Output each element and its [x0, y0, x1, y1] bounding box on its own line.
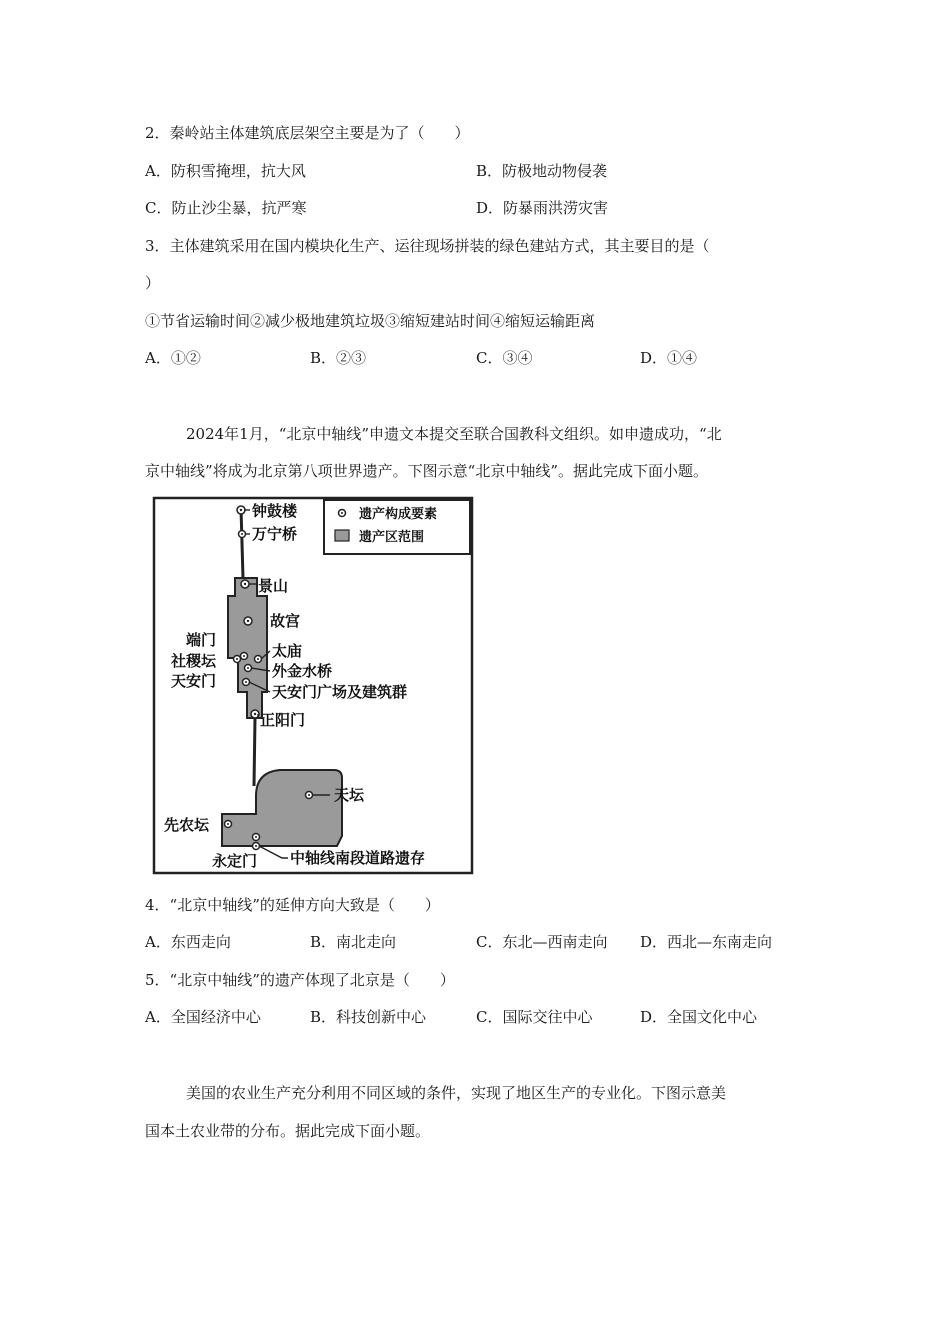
q3-statements: ①节省运输时间②减少极地建筑垃圾③缩短建站时间④缩短运输距离: [145, 312, 596, 330]
label-tiananmen: 天安门: [171, 672, 217, 690]
q2-option-c: C．防止沙尘暴，抗严寒: [145, 199, 307, 217]
label-jingshan: 景山: [258, 577, 289, 595]
q4-stem: 4．“北京中轴线”的延伸方向大致是（ ）: [145, 896, 440, 914]
q2-stem: 2．秦岭站主体建筑底层架空主要是为了（ ）: [145, 124, 470, 142]
label-taimiao: 太庙: [272, 642, 303, 660]
label-gugong: 故宫: [270, 612, 301, 630]
label-shejitan: 社稷坛: [171, 652, 217, 670]
label-xiannongtan: 先农坛: [164, 816, 210, 834]
axis-south-line: [254, 718, 255, 786]
label-zhonggulou: 钟鼓楼: [252, 502, 298, 520]
legend-point-label: 遗产构成要素: [359, 507, 438, 522]
q4-option-b: B．南北走向: [310, 933, 397, 951]
q2-option-b: B．防极地动物侵袭: [476, 162, 608, 180]
legend-area-label: 遗产区范围: [359, 530, 425, 545]
q3-stem-line2: ）: [145, 274, 161, 292]
q2-option-a: A．防积雪掩埋，抗大风: [145, 162, 306, 180]
axis-north-line: [241, 508, 243, 578]
label-tiantan: 天坛: [334, 786, 365, 804]
q5-option-b: B．科技创新中心: [310, 1008, 427, 1026]
q3-option-d: D．①④: [640, 349, 698, 367]
legend-area-icon: [335, 530, 349, 541]
beijing-axis-map: [152, 496, 474, 876]
label-waijinshuiqiao: 外金水桥: [272, 662, 333, 680]
label-yongdingmen: 永定门: [212, 852, 258, 870]
q2-option-d: D．防暴雨洪涝灾害: [476, 199, 609, 217]
q4-option-c: C．东北—西南走向: [476, 933, 608, 951]
q5-option-a: A．全国经济中心: [145, 1008, 261, 1026]
passage2-line1: 美国的农业生产充分利用不同区域的条件，实现了地区生产的专业化。下图示意美: [186, 1084, 727, 1102]
label-wanningqiao: 万宁桥: [252, 525, 298, 543]
label-duanmen: 端门: [186, 631, 217, 649]
q5-option-c: C．国际交往中心: [476, 1008, 593, 1026]
q5-option-d: D．全国文化中心: [640, 1008, 758, 1026]
q3-option-b: B．②③: [310, 349, 367, 367]
q3-option-c: C．③④: [476, 349, 533, 367]
q5-stem: 5．“北京中轴线”的遗产体现了北京是（ ）: [145, 971, 455, 989]
label-zhengyangmen: 正阳门: [260, 711, 306, 729]
q4-option-a: A．东西走向: [145, 933, 231, 951]
q3-option-a: A．①②: [145, 349, 201, 367]
label-guangchang: 天安门广场及建筑群: [272, 683, 408, 701]
passage1-line1: 2024年1月，“北京中轴线”申遗文本提交至联合国教科文组织。如申遗成功，“北: [186, 425, 722, 443]
passage2-line2: 国本土农业带的分布。据此完成下面小题。: [145, 1122, 431, 1140]
q4-option-d: D．西北—东南走向: [640, 933, 773, 951]
label-nanduan: 中轴线南段道路遗存: [290, 849, 426, 867]
q3-stem-line1: 3．主体建筑采用在国内模块化生产、运往现场拼装的绿色建站方式，其主要目的是（: [145, 237, 710, 255]
passage1-line2: 京中轴线”将成为北京第八项世界遗产。下图示意“北京中轴线”。据此完成下面小题。: [145, 462, 709, 480]
